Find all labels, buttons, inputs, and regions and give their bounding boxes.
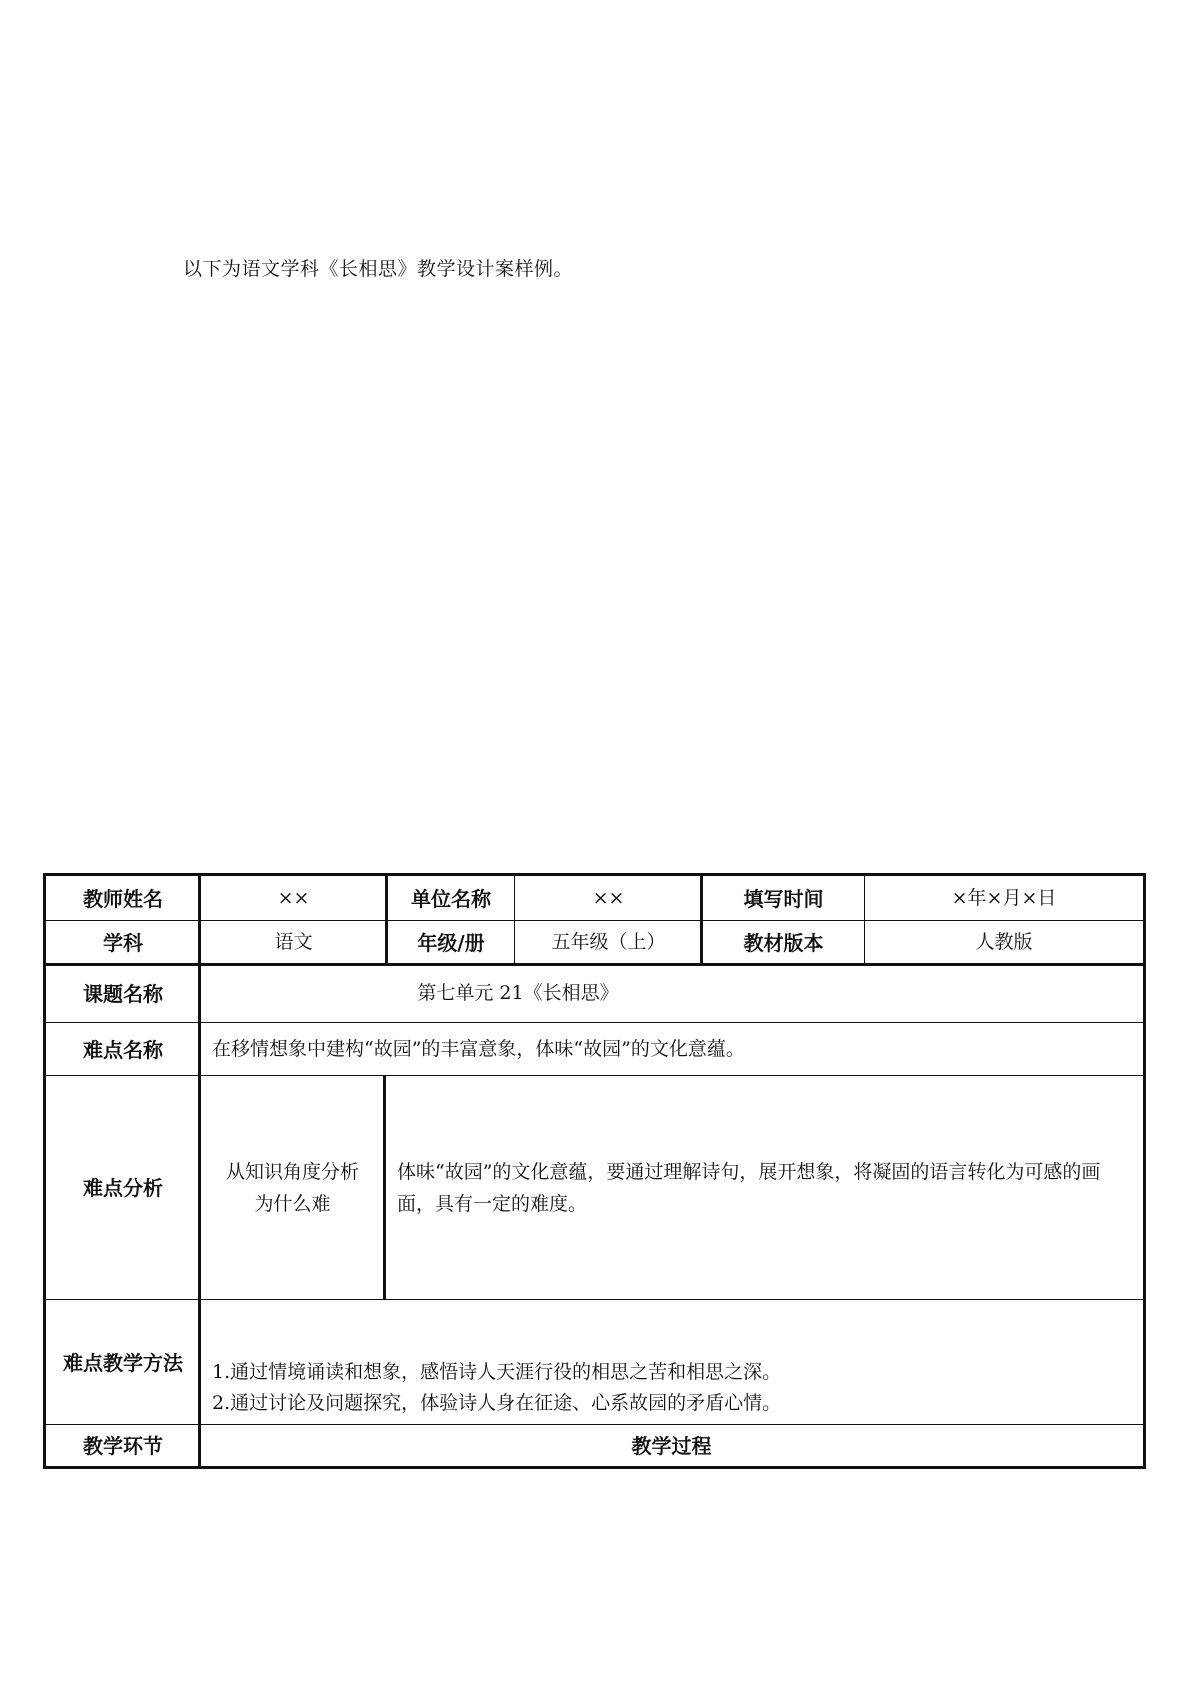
column-divider	[700, 876, 703, 964]
row-divider	[46, 1022, 1143, 1023]
method-item: 2.通过讨论及问题探究，体验诗人身在征途、心系故园的矛盾心情。	[212, 1391, 782, 1414]
lesson-design-table	[43, 873, 1146, 1469]
column-divider	[864, 876, 865, 964]
analysis-value: 体味“故园”的文化意蕴，要通过理解诗句，展开想象，将凝固的语言转化为可感的画面，具有一定的难度。	[397, 1160, 1101, 1215]
column-divider	[383, 1076, 386, 1300]
row-divider	[46, 920, 1143, 921]
edition-label: 教材版本	[743, 930, 824, 955]
fill-date-label: 填写时间	[743, 886, 824, 911]
process-label: 教学过程	[631, 1433, 712, 1458]
row-divider	[46, 1299, 1143, 1300]
teacher-name-label: 教师姓名	[83, 886, 163, 911]
teacher-name-value: ××	[277, 887, 310, 910]
row-divider	[46, 963, 1143, 966]
row-divider	[46, 1075, 1143, 1076]
fill-date-value: ×年×月×日	[951, 887, 1057, 910]
row-divider	[46, 1424, 1143, 1425]
intro-text: 以下为语文学科《长相思》教学设计案样例。	[183, 258, 574, 280]
topic-label: 课题名称	[83, 981, 163, 1006]
column-divider	[514, 876, 515, 964]
topic-value: 第七单元 21《长相思》	[417, 982, 619, 1005]
grade-value: 五年级（上）	[551, 931, 666, 954]
method-label: 难点教学方法	[63, 1350, 183, 1375]
grade-label: 年级/册	[417, 930, 485, 955]
analysis-sub-label: 从知识角度分析为什么难	[225, 1160, 359, 1215]
column-divider	[198, 876, 201, 1466]
analysis-label: 难点分析	[83, 1176, 163, 1200]
unit-name-value: ××	[592, 887, 625, 910]
subject-value: 语文	[274, 931, 313, 954]
difficulty-value: 在移情想象中建构“故园”的丰富意象，体味“故园”的文化意蕴。	[212, 1038, 745, 1061]
method-item: 1.通过情境诵读和想象，感悟诗人天涯行役的相思之苦和相思之深。	[212, 1361, 782, 1384]
difficulty-label: 难点名称	[83, 1037, 163, 1062]
method-list	[200, 1300, 1143, 1425]
edition-value: 人教版	[975, 931, 1033, 954]
stage-label: 教学环节	[83, 1433, 163, 1458]
subject-label: 学科	[103, 930, 143, 955]
column-divider	[385, 876, 388, 964]
unit-name-label: 单位名称	[411, 886, 491, 911]
